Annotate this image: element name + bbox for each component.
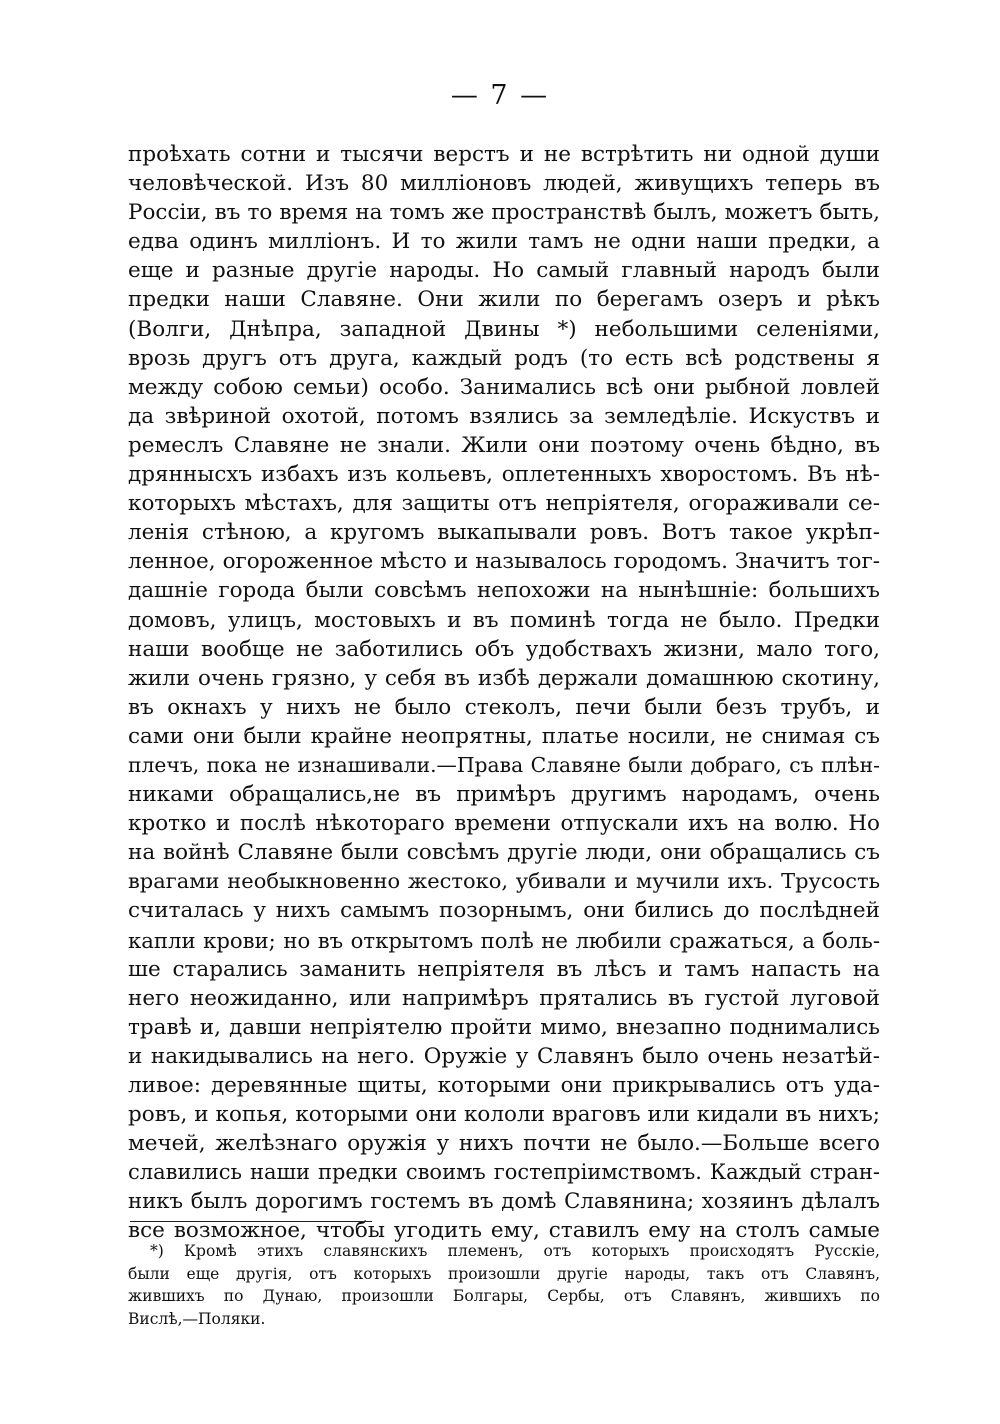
text-line: сами они были крайне неопрятны, платье носили, не снимая съ <box>128 723 880 749</box>
text-line: ремеслъ Славяне не знали. Жили они поэтому очень бѣдно, въ <box>128 432 880 458</box>
text-line: едва одинъ милліонъ. И то жили тамъ не одни наши предки, а <box>128 229 880 255</box>
text-line: въ окнахъ у нихъ не было стеколъ, печи были безъ трубъ, и <box>128 694 880 720</box>
text-line: предки наши Славяне. Они жили по берегамъ озеръ и рѣкъ <box>128 287 880 313</box>
text-line: еще и разные другіе народы. Но самый главный народъ были <box>128 258 880 284</box>
main-text <box>128 140 880 1246</box>
text-line: на войнѣ Славяне были совсѣмъ другіе люди, они обращались съ <box>128 840 880 866</box>
text-line: капли крови; но въ открытомъ полѣ не любили сражаться, а боль- <box>128 927 880 953</box>
text-line: жили очень грязно, у себя въ избѣ держали домашнюю скотину, <box>128 665 880 691</box>
text-line: которыхъ мѣстахъ, для защиты отъ непріятеля, огораживали се- <box>128 491 880 517</box>
footnote-line: Вислѣ,—Поляки. <box>128 1309 266 1328</box>
text-line: да звѣриной охотой, потомъ взялись за земледѣліе. Искуствъ и <box>128 403 880 429</box>
text-line: человѣческой. Изъ 80 милліоновъ людей, живущихъ теперь въ <box>128 171 880 197</box>
text-line: дашніе города были совсѣмъ непохожи на нынѣшніе: большихъ <box>128 578 880 604</box>
text-line: врозь другъ отъ друга, каждый родъ (то есть всѣ родствены я <box>128 345 880 371</box>
footnote-line: были еще другія, отъ которыхъ произошли другіе народы, такъ отъ Славянъ, <box>128 1264 880 1283</box>
text-line: считалась у нихъ самымъ позорнымъ, они бились до послѣдней <box>128 898 880 924</box>
text-line: домовъ, улицъ, мостовыхъ и въ поминѣ тогда не было. Предки <box>128 607 880 633</box>
text-line: никъ былъ дорогимъ гостемъ въ домѣ Славянина; хозяинъ дѣлалъ <box>128 1189 880 1215</box>
text-line: врагами необыкновенно жестоко, убивали и мучили ихъ. Трусость <box>128 869 880 894</box>
text-line: между собою семьи) особо. Занимались всѣ они рыбной ловлей <box>128 374 880 400</box>
footnote-line: *) Кромѣ этихъ славянскихъ племенъ, отъ которыхъ происходятъ Русскіе, <box>150 1242 880 1260</box>
text-line: ливое: деревянные щиты, которыми они прикрывались отъ уда- <box>128 1073 880 1098</box>
text-line: все возможное, чтобы угодить ему, ставилъ ему на столъ самые <box>128 1218 880 1244</box>
text-line: плечъ, пока не изнашивали.—Права Славяне были добраго, съ плѣн- <box>128 752 880 777</box>
text-line: ровъ, и копья, которыми они кололи враговъ или кидали въ нихъ; <box>128 1102 880 1128</box>
text-line: ленія стѣною, а кругомъ выкапывали ровъ. Вотъ такое укрѣп- <box>128 520 880 546</box>
text-line: никами обращались,не въ примѣръ другимъ народамъ, очень <box>128 782 880 808</box>
page-number: — 7 — <box>450 80 550 111</box>
text-line: Россіи, въ то время на томъ же пространствѣ былъ, можетъ быть, <box>128 200 880 226</box>
text-line: наши вообще не заботились объ удобствахъ жизни, мало того, <box>128 636 880 662</box>
text-line: травѣ и, давши непріятелю пройти мимо, внезапно поднимались <box>128 1014 880 1040</box>
footnote <box>128 1240 880 1330</box>
text-line: и накидывались на него. Оружіе у Славянъ было очень незатѣй- <box>128 1043 880 1069</box>
footnote-line: жившихъ по Дунаю, произошли Болгары, Сербы, отъ Славянъ, жившихъ по <box>128 1287 880 1305</box>
text-line: славились наши предки своимъ гостепріимствомъ. Каждый стран- <box>128 1160 880 1185</box>
text-line: дряннысхъ избахъ изъ кольевъ, оплетенныхъ хворостомъ. Въ нѣ- <box>128 462 880 488</box>
text-line: мечей, желѣзнаго оружія у нихъ почти не было.—Больше всего <box>128 1131 880 1157</box>
footnote-separator <box>130 1221 372 1222</box>
text-line: ленное, огороженное мѣсто и называлось городомъ. Значитъ тог- <box>128 549 880 575</box>
text-line: кротко и послѣ нѣкотораго времени отпускали ихъ на волю. Но <box>128 811 880 837</box>
text-line: (Волги, Днѣпра, западной Двины *) небольшими селеніями, <box>128 316 880 342</box>
text-line: ше старались заманить непріятеля въ лѣсъ и тамъ напасть на <box>128 956 880 982</box>
text-line: него неожиданно, или напримѣръ прятались въ густой луговой <box>128 985 880 1011</box>
text-line: проѣхать сотни и тысячи верстъ и не встрѣтить ни одной души <box>128 142 880 167</box>
